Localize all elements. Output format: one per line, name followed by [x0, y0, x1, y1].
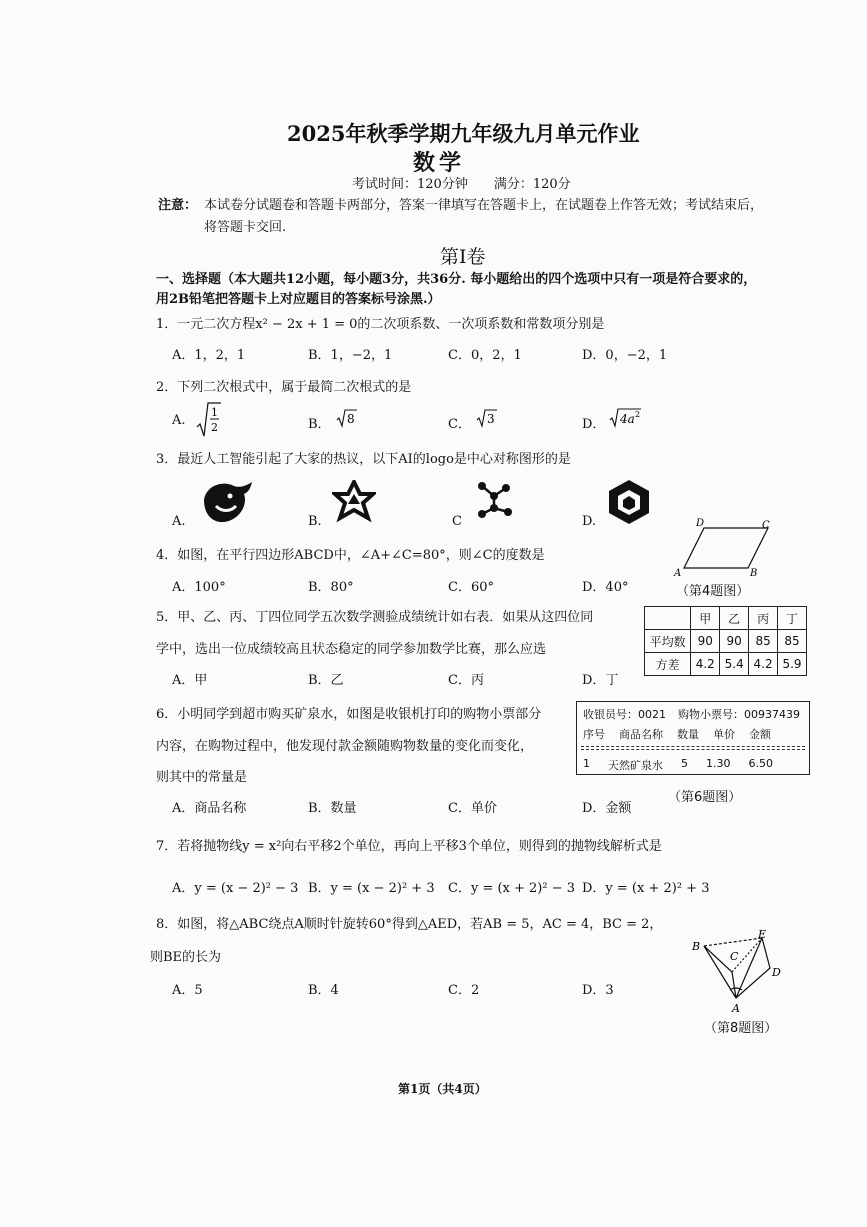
question-5-stem-line-2: 学中，选出一位成绩较高且状态稳定的同学参加数学比赛，那么应选 [156, 642, 547, 657]
question-5-option-a: A．甲 [172, 673, 208, 688]
label-b: B [750, 568, 758, 578]
label-b: B [692, 940, 701, 953]
rotation-triangle-figure [688, 928, 788, 1018]
receipt-cashier-id: 收银员号：0021 [583, 708, 666, 721]
question-1-option-a: A．1，2，1 [172, 348, 246, 363]
question-2-option-d: D． [582, 417, 606, 432]
question-7-option-b: B．y = (x − 2)² + 3 [308, 881, 435, 896]
table-cell: 5.9 [778, 653, 807, 676]
table-cell [645, 607, 691, 630]
receipt-item-cell: 1 [583, 757, 590, 770]
question-8-stem-line-1: 8．如图，将△ABC绕点A顺时针旋转60°得到△AED，若AB = 5，AC = 4，BC = 2， [156, 917, 663, 932]
node-network-logo-icon [472, 478, 518, 528]
question-6-option-a: A．商品名称 [172, 801, 247, 816]
label-e: E [758, 928, 767, 941]
question-2-option-b: B． [308, 417, 331, 432]
table-cell: 90 [691, 630, 720, 653]
shopping-receipt [576, 701, 810, 775]
question-8-option-c: C．2 [448, 983, 480, 998]
table-row [645, 653, 807, 676]
table-cell: 乙 [720, 607, 749, 630]
whale-logo-icon [200, 478, 256, 530]
table-cell: 4.2 [749, 653, 778, 676]
question-6-stem-line-1: 6．小明同学到超市购买矿泉水，如图是收银机打印的购物小票部分 [156, 707, 542, 722]
question-6-option-c: C．单价 [448, 801, 497, 816]
exam-meta: 考试时间：120分钟 满分：120分 [352, 177, 571, 192]
score-stats-table [644, 606, 807, 676]
question-5-option-d: D．丁 [582, 673, 619, 688]
radical-one-half [196, 400, 222, 444]
table-cell: 方差 [645, 653, 691, 676]
hexagon-cube-logo-icon [606, 478, 652, 530]
question-8-stem-line-2: 则BE的长为 [150, 950, 222, 965]
question-1-stem: 1．一元二次方程x² − 2x + 1 = 0的二次项系数、一次项系数和常数项分别是 [156, 317, 605, 332]
question-5-option-c: C．丙 [448, 673, 484, 688]
table-row [645, 630, 807, 653]
svg-text:8: 8 [347, 412, 355, 426]
star-logo-icon [332, 480, 376, 528]
question-3-option-c: C [452, 514, 462, 529]
parallelogram-figure [670, 516, 780, 582]
receipt-divider [581, 746, 805, 747]
section-heading-line-2: 用2B铅笔把答题卡上对应题目的答案标号涂黑.） [156, 292, 441, 307]
question-6-option-d: D．金额 [582, 801, 632, 816]
label-c: C [762, 520, 770, 531]
question-8-option-a: A．5 [172, 983, 203, 998]
svg-text:1: 1 [211, 406, 218, 419]
figure-8-caption: （第8题图） [704, 1021, 778, 1036]
table-cell: 丙 [749, 607, 778, 630]
receipt-item-cell: 6.50 [748, 757, 773, 770]
subject-title: 数学 [413, 150, 466, 176]
question-7-option-a: A．y = (x − 2)² − 3 [172, 881, 299, 896]
page-footer: 第1页（共4页） [398, 1082, 487, 1096]
table-cell: 平均数 [645, 630, 691, 653]
question-7-option-d: D．y = (x + 2)² + 3 [582, 881, 710, 896]
question-4-option-c: C．60° [448, 580, 494, 595]
table-cell: 85 [778, 630, 807, 653]
svg-text:4a: 4a [620, 412, 635, 426]
figure-4-caption: （第4题图） [676, 584, 750, 599]
table-cell: 4.2 [691, 653, 720, 676]
question-2-stem: 2．下列二次根式中，属于最简二次根式的是 [156, 380, 412, 395]
receipt-header: 数量 [677, 728, 699, 741]
question-5-stem-line-1: 5．甲、乙、丙、丁四位同学五次数学测验成绩统计如右表．如果从这四位同 [156, 610, 594, 625]
label-c: C [730, 950, 739, 963]
table-cell: 5.4 [720, 653, 749, 676]
receipt-ticket-number: 购物小票号：00937439 [678, 708, 800, 721]
figure-6-caption: （第6题图） [668, 790, 742, 805]
label-a: A [674, 568, 682, 578]
svg-text:3: 3 [487, 412, 495, 426]
question-6-stem-line-3: 则其中的常量是 [156, 770, 248, 785]
radical-three [476, 407, 500, 433]
question-1-option-d: D．0，−2，1 [582, 348, 668, 363]
notice-label: 注意： [158, 198, 198, 213]
question-4-option-d: D．40° [582, 580, 629, 595]
receipt-header: 商品名称 [619, 728, 663, 741]
question-3-stem: 3．最近人工智能引起了大家的热议，以下AI的logo是中心对称图形的是 [156, 452, 571, 467]
question-8-option-b: B．4 [308, 983, 339, 998]
radical-eight [336, 407, 360, 433]
section-heading-line-1: 一、选择题（本大题共12小题，每小题3分，共36分. 每小题给出的四个选项中只有一项是符合要求的， [156, 272, 757, 287]
notice-line-2: 将答题卡交回. [204, 220, 287, 235]
question-7-stem: 7．若将抛物线y = x²向右平移2个单位，再向上平移3个单位，则得到的抛物线解析式是 [156, 839, 662, 854]
question-6-option-b: B．数量 [308, 801, 357, 816]
question-6-stem-line-2: 内容，在购物过程中，他发现付款金额随购物数量的变化而变化， [156, 739, 534, 754]
label-a: A [732, 1002, 740, 1014]
question-3-option-a: A. [172, 514, 186, 529]
question-5-option-b: B．乙 [308, 673, 344, 688]
table-cell: 甲 [691, 607, 720, 630]
notice-line-1: 本试卷分试题卷和答题卡两部分，答案一律填写在答题卡上，在试题卷上作答无效；考试结束后， [204, 198, 764, 213]
question-2-option-c: C． [448, 417, 471, 432]
exam-title: 2025年秋季学期九年级九月单元作业 [287, 121, 640, 146]
receipt-item-cell: 1.30 [706, 757, 731, 770]
question-7-option-c: C．y = (x + 2)² − 3 [448, 881, 575, 896]
radical-4a-squared [609, 405, 643, 433]
question-3-option-b: B. [308, 514, 322, 529]
question-4-option-a: A．100° [172, 580, 226, 595]
receipt-divider [581, 749, 805, 750]
question-4-option-b: B．80° [308, 580, 354, 595]
table-cell: 丁 [778, 607, 807, 630]
label-d: D [696, 518, 705, 529]
table-cell: 90 [720, 630, 749, 653]
receipt-item-cell: 5 [681, 757, 688, 770]
receipt-header: 金额 [749, 728, 771, 741]
question-8-option-d: D．3 [582, 983, 614, 998]
receipt-item-cell: 天然矿泉水 [608, 759, 663, 772]
label-d: D [772, 966, 781, 979]
svg-text:2: 2 [635, 410, 641, 419]
question-1-option-c: C．0，2，1 [448, 348, 522, 363]
receipt-header: 单价 [713, 728, 735, 741]
question-3-option-d: D. [582, 514, 597, 529]
question-4-stem: 4．如图，在平行四边形ABCD中，∠A+∠C=80°，则∠C的度数是 [156, 548, 545, 563]
table-cell: 85 [749, 630, 778, 653]
table-header-row [645, 607, 807, 630]
volume-heading: 第Ⅰ卷 [440, 246, 486, 268]
question-1-option-b: B．1，−2，1 [308, 348, 393, 363]
receipt-header: 序号 [583, 728, 605, 741]
question-2-option-a: A. [172, 413, 186, 428]
svg-text:2: 2 [211, 421, 218, 434]
